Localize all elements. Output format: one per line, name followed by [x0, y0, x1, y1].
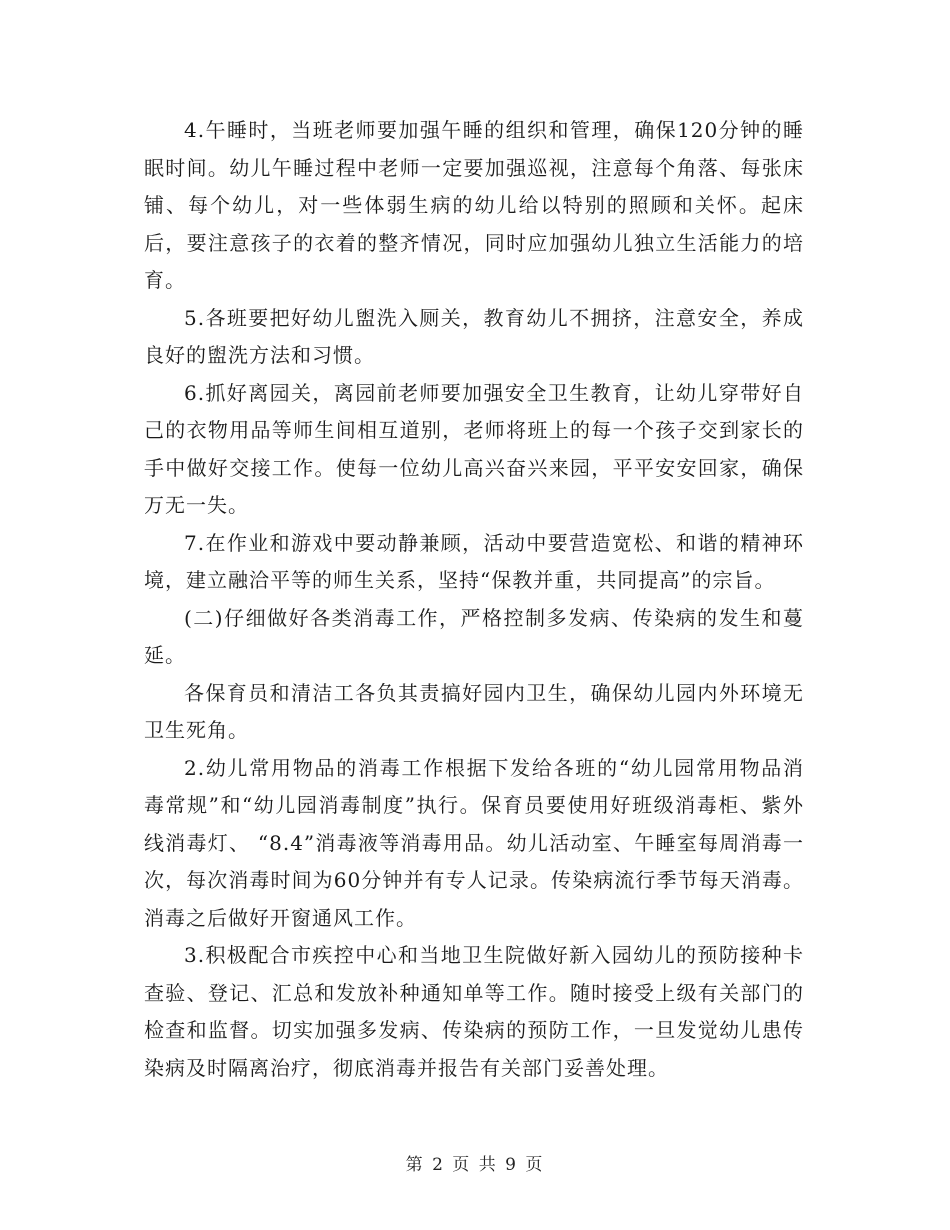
section-heading-disinfection: (二)仔细做好各类消毒工作，严格控制多发病、传染病的发生和蔓延。 — [144, 605, 804, 667]
paragraph-vaccination-checks: 3.积极配合市疾控中心和当地卫生院做好新入园幼儿的预防接种卡查验、登记、汇总和发放补种通知单等工作。随时接受上级有关部门的检查和监督。切实加强多发病、传染病的预防工作，一旦发觉幼儿患传染病及时隔离治疗，彻底消毒并报告有关部门妥善处理。 — [144, 943, 804, 1080]
paragraph-activities-games: 7.在作业和游戏中要动静兼顾，活动中要营造宽松、和谐的精神环境，建立融洽平等的师生关系，坚持“保教并重，共同提高”的宗旨。 — [144, 530, 804, 592]
paragraph-nap-time: 4.午睡时，当班老师要加强午睡的组织和管理，确保120分钟的睡眠时间。幼儿午睡过程中老师一定要加强巡视，注意每个角落、每张床铺、每个幼儿，对一些体弱生病的幼儿给以特别的照顾和关怀。起床后，要注意孩子的衣着的整齐情况，同时应加强幼儿独立生活能力的培育。 — [144, 118, 804, 292]
paragraph-leaving-kindergarten: 6.抓好离园关，离园前老师要加强安全卫生教育，让幼儿穿带好自己的衣物用品等师生间相互道别，老师将班上的每一个孩子交到家长的手中做好交接工作。使每一位幼儿高兴奋兴来园，平平安安回家，确保万无一失。 — [144, 380, 804, 517]
paragraph-washing-toilet: 5.各班要把好幼儿盥洗入厕关，教育幼儿不拥挤，注意安全，养成良好的盥洗方法和习惯。 — [144, 305, 804, 367]
paragraph-hygiene-duties: 各保育员和清洁工各负其责搞好园内卫生，确保幼儿园内外环境无卫生死角。 — [144, 680, 804, 742]
page-number-footer: 第 2 页 共 9 页 — [405, 1155, 545, 1175]
paragraph-item-disinfection: 2.幼儿常用物品的消毒工作根据下发给各班的“幼儿园常用物品消毒常规”和“幼儿园消毒制度”执行。保育员要使用好班级消毒柜、紫外线消毒灯、 “8.4”消毒液等消毒用品。幼儿活动室、午睡室每周消毒一次，每次消毒时间为60分钟并有专人记录。传染病流行季节每天消毒。消毒之后做好开窗通风工作。 — [144, 755, 804, 930]
document-body — [144, 112, 804, 1087]
